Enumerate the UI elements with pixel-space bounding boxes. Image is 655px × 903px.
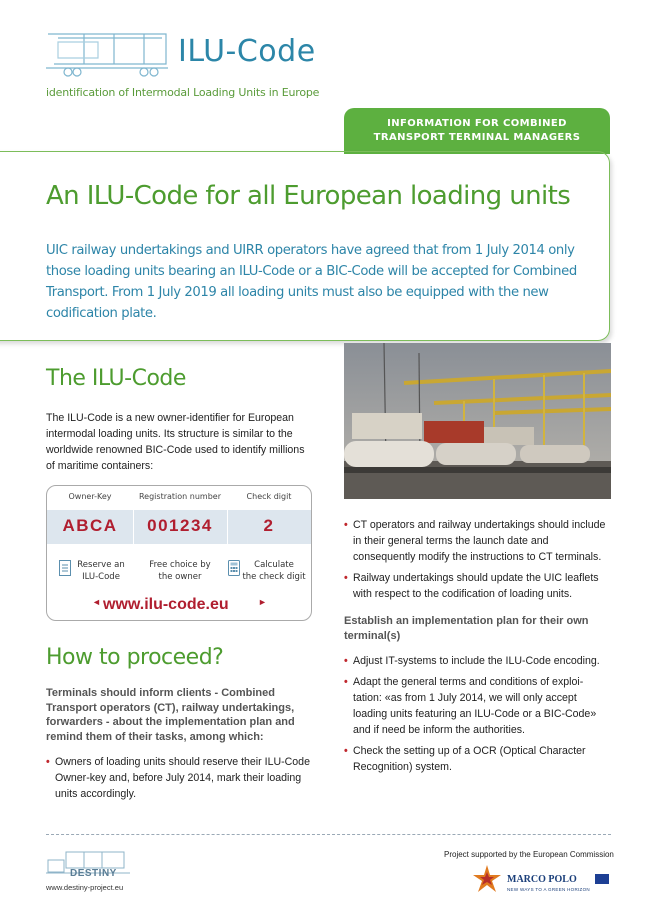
banner-line-1: INFORMATION FOR COMBINED [387,118,567,129]
audience-banner [344,108,610,154]
check-digit-header: Check digit [246,492,292,501]
banner-line-2: TRANSPORT TERMINAL MANAGERS [373,132,581,143]
step-calculate-line-1: Calculate [254,560,294,570]
list-item: • CT operators and railway undertakings should include in their general terms the launch date and consequently modify the instructions to CT terminals. [344,517,611,565]
registration-number-header: Registration number [138,492,221,501]
logo-subtitle: identification of Intermodal Loading Units in Europe [46,86,320,99]
proceed-bullets-left [46,754,314,807]
step-free-choice [143,559,217,583]
plan-bullets [344,653,611,780]
step-reserve [72,559,130,583]
list-item: • Adapt the general terms and conditions of exploi-tation: «as from 1 July 2014, we will only accept loading units featuring an ILU-Code or a BIC-Code» and if need be inform the authorities. [344,674,611,738]
terminal-photo [344,343,611,499]
check-digit-value: 2 [263,516,275,535]
step-calculate-line-2: the check digit [242,572,306,582]
footer-divider [46,834,611,835]
list-item: • Owners of loading units should reserve their ILU-Code Owner-key and, before July 2014, mark their loading units accordingly. [46,754,314,802]
ilu-section-text: The ILU-Code is a new owner-identifier for European intermodal loading units. Its structure is similar to the worldwide renowned BIC-Code used to identify millions of maritime containers: [46,412,305,472]
ilu-logo-graphic [44,28,174,80]
step-calculate [240,559,308,583]
marco-polo-label: MARCO POLO [507,874,577,885]
intro-title: An ILU-Code for all European loading units [46,181,571,211]
step-free-choice-line-1: Free choice by [149,560,211,570]
plan-title: Establish an implementation plan for their own terminal(s) [344,615,589,642]
marco-polo-tagline: NEW WAYS TO A GREEN HORIZON [507,887,590,892]
logo-title: ILU-Code [178,34,316,69]
list-item: • Adjust IT-systems to include the ILU-Code encoding. [344,653,611,669]
marco-polo-star-icon [470,864,504,894]
step-free-choice-line-2: the owner [158,572,202,582]
eu-flag-icon [595,874,609,884]
arrow-right-icon: ► [258,597,267,607]
step-reserve-line-1: Reserve an [77,560,125,570]
proceed-title: How to proceed? [46,645,224,670]
list-item: • Check the setting up of a OCR (Optical Character Recognition) system. [344,743,611,775]
calculator-icon [228,560,240,576]
step-reserve-line-2: ILU-Code [82,572,120,582]
list-item: • Railway undertakings should update the UIC leaflets with respect to the codification of loading units. [344,570,611,602]
proceed-intro: Terminals should inform clients - Combined Transport operators (CT), railway undertakings, forwarders - about the implementation plan and remind them of their tasks, among which: [46,687,295,743]
ilu-section-title: The ILU-Code [46,366,186,391]
supported-by-text: Project supported by the European Commission [444,850,614,859]
destiny-label: DESTINY [70,868,117,879]
document-icon [59,560,71,576]
arrow-left-icon: ◄ [92,597,101,607]
owner-key-header: Owner-Key [68,492,112,501]
registration-number-value: 001234 [147,516,213,535]
ilu-code-link[interactable]: www.ilu-code.eu [103,596,229,613]
intro-text: UIC railway undertakings and UIRR operators have agreed that from 1 July 2014 only those loading units bearing an ILU-Code or a BIC-Code will be accepted for Combined Transport. From 1 July 2019 all loading units must also be equipped with the new codification plate. [46,243,577,321]
owner-key-value: ABCA [62,516,118,535]
destiny-url[interactable]: www.destiny-project.eu [46,883,124,892]
proceed-bullets-right [344,517,611,607]
